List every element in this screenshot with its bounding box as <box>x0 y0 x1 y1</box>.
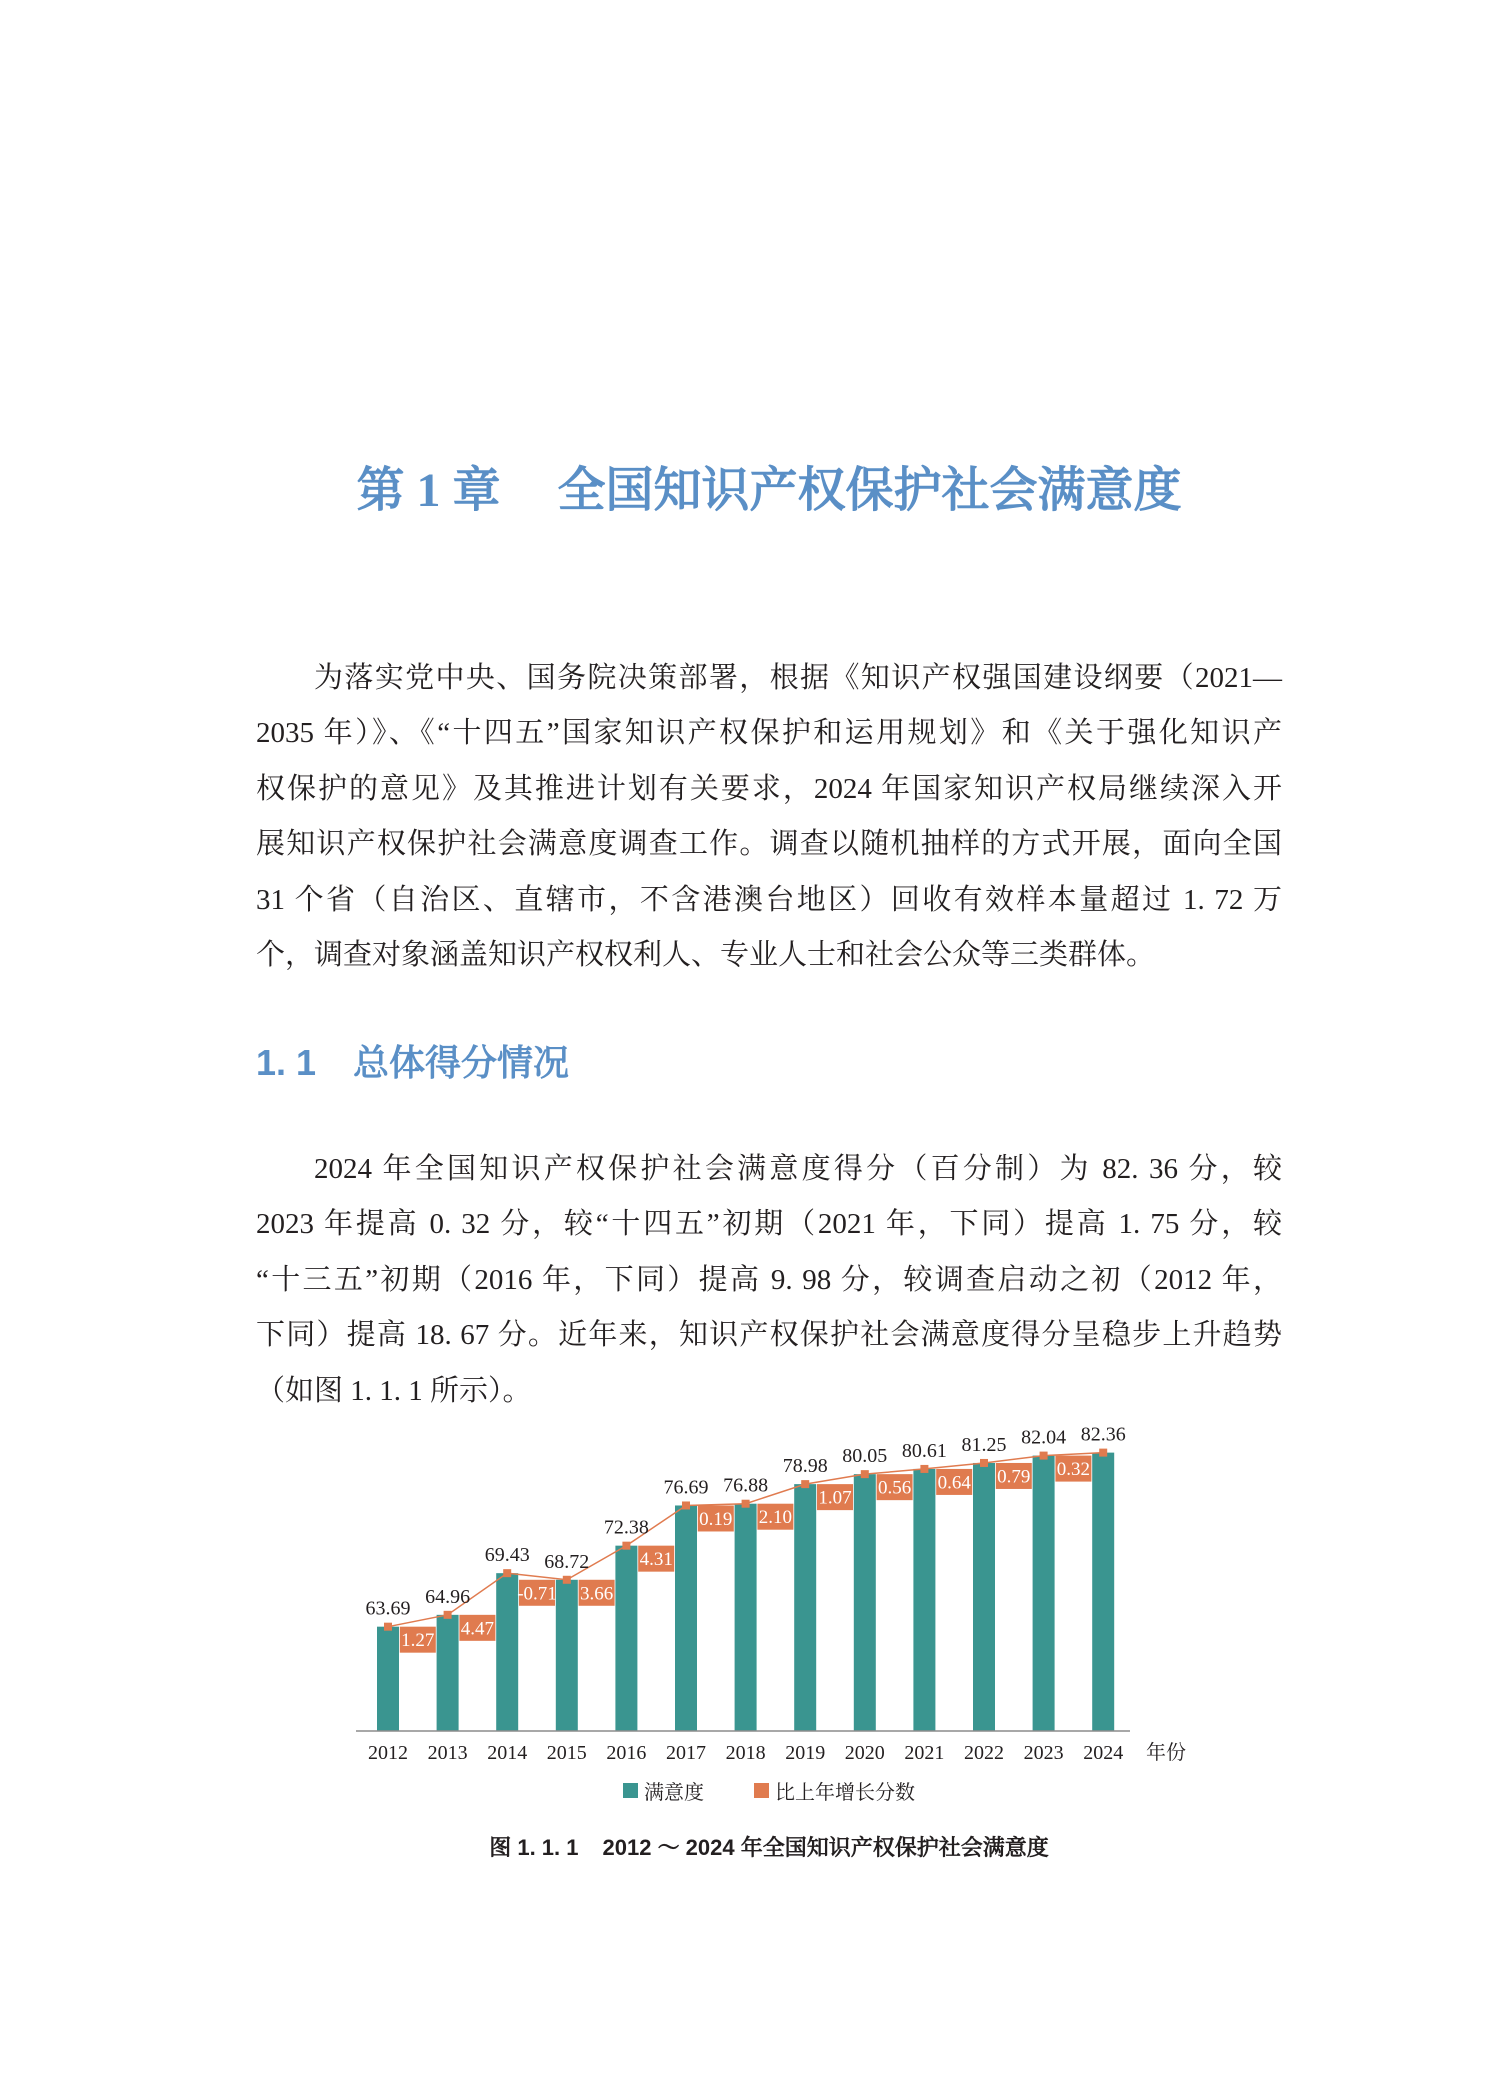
bar-2023 <box>1033 1456 1055 1731</box>
trend-marker-2024 <box>1099 1449 1107 1457</box>
year-label-2013: 2013 <box>427 1742 468 1764</box>
value-label-2024: 82.36 <box>1080 1423 1126 1446</box>
section-number: 1. 1 <box>256 1042 317 1083</box>
increase-label-2021: 0.56 <box>877 1477 912 1499</box>
value-label-2023: 82.04 <box>1021 1426 1067 1449</box>
trend-marker-2017 <box>682 1501 690 1509</box>
bar-2013 <box>437 1615 459 1731</box>
value-label-2013: 64.96 <box>425 1585 471 1608</box>
section-heading <box>256 1041 569 1085</box>
year-label-2018: 2018 <box>725 1742 766 1764</box>
figure-title: 2012 ～ 2024 年全国知识产权保护社会满意度 <box>602 1835 1049 1860</box>
paragraph-line: 2024 年全国知识产权保护社会满意度得分（百分制）为 82. 36 分，较 <box>314 1153 1282 1185</box>
year-label-2015: 2015 <box>546 1742 587 1764</box>
year-label-2017: 2017 <box>666 1742 706 1764</box>
value-label-2017: 76.69 <box>663 1476 709 1499</box>
trend-marker-2012 <box>384 1623 392 1631</box>
year-label-2019: 2019 <box>785 1742 826 1764</box>
bar-2017 <box>675 1505 697 1731</box>
trend-marker-2016 <box>622 1542 630 1550</box>
paragraph-line: 下同）提高 18. 67 分。近年来，知识产权保护社会满意度得分呈稳步上升趋势 <box>256 1319 1282 1352</box>
trend-marker-2020 <box>861 1470 869 1478</box>
satisfaction-bar-chart <box>0 1400 1504 1780</box>
value-label-2022: 81.25 <box>961 1433 1007 1456</box>
figure-caption <box>256 1834 1282 1862</box>
year-label-2023: 2023 <box>1023 1742 1064 1764</box>
increase-label-2023: 0.79 <box>997 1466 1031 1488</box>
trend-marker-2021 <box>920 1465 928 1473</box>
bar-2015 <box>556 1580 578 1731</box>
value-label-2021: 80.61 <box>901 1439 947 1462</box>
chapter-title <box>256 460 1282 522</box>
increase-label-2024: 0.32 <box>1056 1459 1091 1481</box>
legend-label-satisfaction: 满意度 <box>644 1781 704 1804</box>
figure-number: 图 1. 1. 1 <box>489 1835 579 1860</box>
increase-label-2019: 2.10 <box>758 1507 793 1529</box>
legend-label-increase: 比上年增长分数 <box>775 1781 915 1804</box>
paragraph-line: 为落实党中央、国务院决策部署，根据《知识产权强国建设纲要（2021— <box>314 662 1282 694</box>
increase-label-2015: -0.71 <box>517 1583 557 1605</box>
increase-label-2018: 0.19 <box>699 1508 733 1530</box>
legend-swatch-increase <box>754 1783 769 1798</box>
bar-2018 <box>735 1504 757 1731</box>
year-label-2012: 2012 <box>368 1742 408 1764</box>
paragraph-line: 权保护的意见》及其推进计划有关要求，2024 年国家知识产权局继续深入开 <box>256 772 1282 805</box>
bar-2016 <box>615 1546 637 1731</box>
paragraph-line: 2023 年提高 0. 32 分，较“十四五”初期（2021 年，下同）提高 1. 75 分，较 <box>256 1208 1282 1241</box>
intro-paragraph <box>256 651 1282 983</box>
year-label-2024: 2024 <box>1083 1742 1124 1764</box>
paragraph-line: 展知识产权保护社会满意度调查工作。调查以随机抽样的方式开展，面向全国 <box>256 828 1282 861</box>
body-paragraph <box>256 1142 1282 1419</box>
trend-marker-2018 <box>742 1500 750 1508</box>
x-axis-label: 年份 <box>1146 1742 1186 1764</box>
bar-2014 <box>496 1573 518 1731</box>
value-label-2015: 68.72 <box>544 1550 590 1573</box>
trend-marker-2019 <box>801 1480 809 1488</box>
increase-label-2016: 3.66 <box>579 1583 614 1605</box>
paragraph-line: 个，调查对象涵盖知识产权权利人、专业人士和社会公众等三类群体。 <box>256 938 1156 971</box>
trend-marker-2014 <box>503 1569 511 1577</box>
year-label-2014: 2014 <box>487 1742 528 1764</box>
section-title: 总体得分情况 <box>353 1042 570 1083</box>
legend-swatch-satisfaction <box>623 1783 638 1798</box>
increase-label-2020: 1.07 <box>818 1487 852 1509</box>
paragraph-line: 31 个省（自治区、直辖市，不含港澳台地区）回收有效样本量超过 1. 72 万 <box>256 883 1282 916</box>
increase-label-2013: 1.27 <box>401 1630 435 1652</box>
year-label-2021: 2021 <box>904 1742 945 1764</box>
legend-item-satisfaction <box>623 1776 704 1805</box>
chapter-number: 第 1 章 <box>356 464 501 517</box>
year-label-2016: 2016 <box>606 1742 647 1764</box>
paragraph-line: 2035 年）》、《“十四五”国家知识产权保护和运用规划》和《关于强化知识产 <box>256 717 1282 750</box>
legend-item-increase <box>754 1776 915 1805</box>
year-label-2022: 2022 <box>964 1742 1004 1764</box>
bar-2012 <box>377 1627 399 1731</box>
value-label-2020: 80.05 <box>842 1445 888 1468</box>
paragraph-line: （如图 1. 1. 1 所示）。 <box>256 1374 532 1407</box>
value-label-2014: 69.43 <box>484 1544 530 1567</box>
value-label-2018: 76.88 <box>723 1474 769 1497</box>
bar-2020 <box>854 1474 876 1731</box>
bar-2019 <box>794 1484 816 1731</box>
chapter-title-text: 全国知识产权保护社会满意度 <box>557 464 1182 517</box>
trend-marker-2015 <box>563 1576 571 1584</box>
value-label-2012: 63.69 <box>365 1597 411 1620</box>
value-label-2016: 72.38 <box>603 1516 649 1539</box>
value-label-2019: 78.98 <box>782 1455 828 1478</box>
bar-2024 <box>1092 1453 1114 1731</box>
trend-marker-2022 <box>980 1459 988 1467</box>
trend-marker-2023 <box>1040 1452 1048 1460</box>
increase-label-2017: 4.31 <box>639 1549 673 1571</box>
increase-label-2014: 4.47 <box>460 1618 495 1640</box>
bar-2021 <box>913 1469 935 1731</box>
paragraph-line: “十三五”初期（2016 年，下同）提高 9. 98 分，较调查启动之初（2012 年， <box>256 1263 1282 1296</box>
chart-legend <box>256 1776 1282 1804</box>
bar-2022 <box>973 1463 995 1731</box>
increase-label-2022: 0.64 <box>937 1472 971 1494</box>
trend-marker-2013 <box>444 1611 452 1619</box>
year-label-2020: 2020 <box>844 1742 885 1764</box>
